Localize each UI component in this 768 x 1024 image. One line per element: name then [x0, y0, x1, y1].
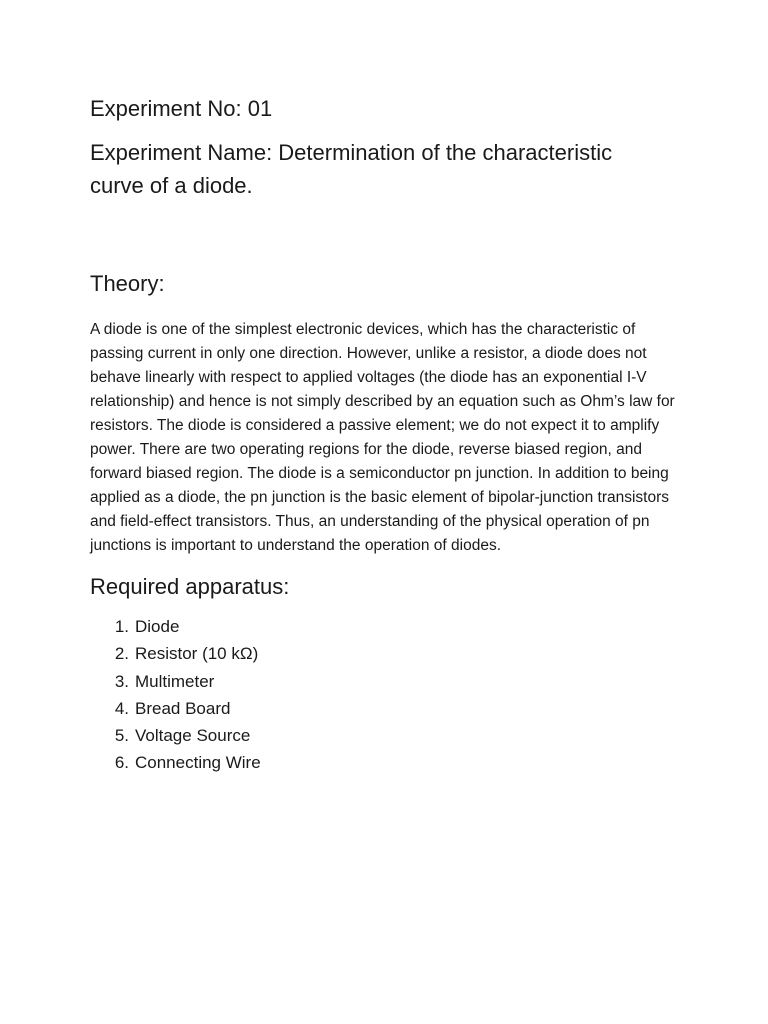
experiment-number: Experiment No: 01 — [90, 96, 273, 121]
list-item-label: Multimeter — [135, 671, 215, 691]
list-item-label: Voltage Source — [135, 726, 251, 746]
list-item-number: 6. — [114, 753, 129, 773]
list-item-label: Connecting Wire — [135, 753, 261, 773]
experiment-name: Experiment Name: Determination of the characteristic curve of a diode. — [90, 140, 613, 198]
document-page — [90, 92, 690, 777]
list-item — [90, 722, 690, 749]
list-item-number: 4. — [114, 698, 129, 718]
list-item-number: 2. — [114, 644, 129, 664]
theory-heading: Theory: — [90, 271, 165, 296]
list-item — [90, 749, 690, 776]
list-item-number: 1. — [114, 617, 129, 636]
list-item — [90, 695, 690, 722]
list-item-label: Bread Board — [135, 698, 231, 718]
list-item — [90, 613, 690, 640]
list-item — [90, 668, 690, 695]
list-item — [90, 640, 690, 667]
list-item-number: 3. — [114, 671, 129, 691]
apparatus-heading: Required apparatus: — [90, 574, 290, 599]
list-item-number: 5. — [114, 726, 129, 746]
apparatus-list — [90, 613, 690, 777]
list-item-label: Resistor (10 kΩ) — [135, 644, 259, 664]
theory-paragraph: A diode is one of the simplest electronic devices, which has the characteristic of passing current in only one direction. However, unlike a resistor, a diode does not behave linearly with respect to applied voltages (the diode has an exponential I-V relationship) and hence is not simply described by an equation such as Ohm’s law for resistors. The diode is considered a passive element; we do not expect it to amplify power. There are two operating regions for the diode, reverse biased region, and forward biased region. The diode is a semiconductor pn junction. In addition to being applied as a diode, the pn junction is the basic element of bipolar-junction transistors and field-effect transistors. Thus, an understanding of the physical operation of pn junctions is important to understand the operation of diodes. — [90, 321, 675, 554]
list-item-label: Diode — [135, 617, 180, 636]
